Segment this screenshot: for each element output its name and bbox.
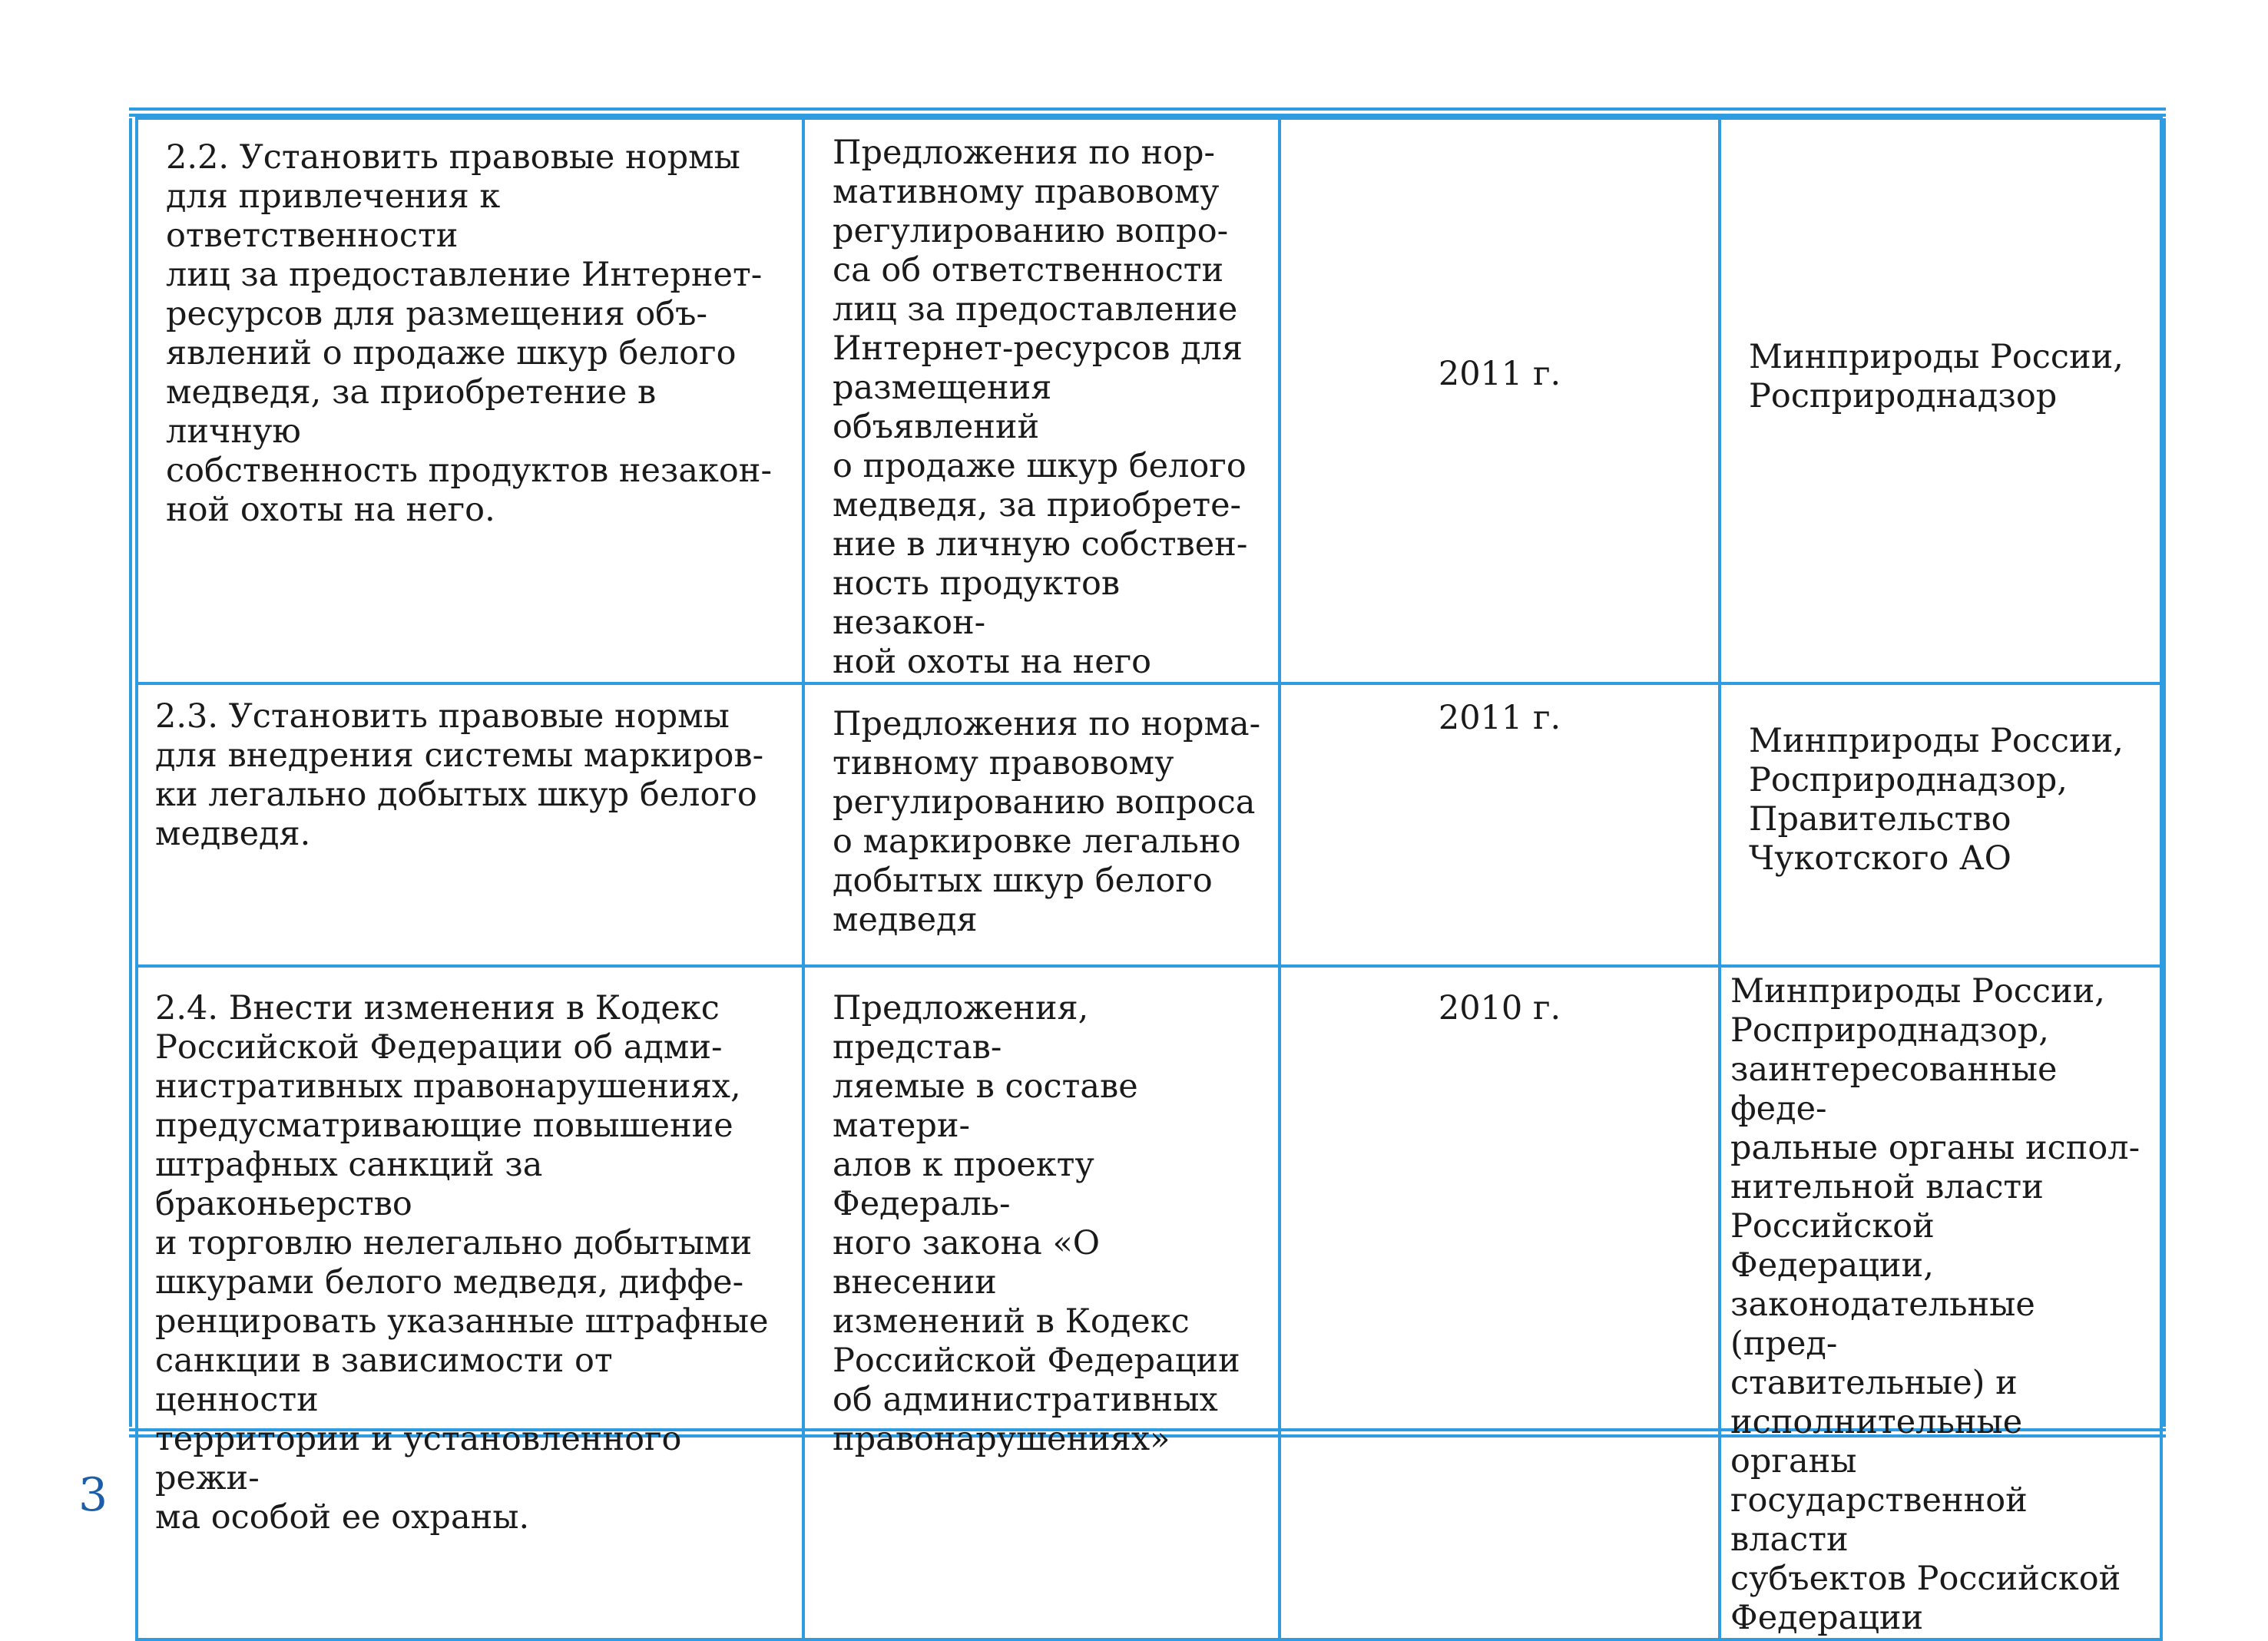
deadline-text: 2011 г. xyxy=(1438,355,1561,393)
responsible-cell xyxy=(1720,118,2161,683)
table-row xyxy=(137,966,2161,1639)
deadline-cell xyxy=(1280,966,1720,1639)
result-cell xyxy=(803,966,1280,1639)
deadline-cell xyxy=(1280,118,1720,683)
responsible-text: Минприроды России, Росприроднадзор, Правительство Чукотского АО xyxy=(1749,722,2124,878)
measures-table xyxy=(135,117,2163,1641)
result-cell xyxy=(803,683,1280,966)
table-row xyxy=(137,118,2161,683)
result-text: Предложения по нор- мативному правовому регулированию вопро- са об ответственности лиц за предоставление Интернет-ресурсов для размещения объявлений о продаже шкур белого медведя, за приобрете- ние в личную собствен- ность продуктов незакон- ной охоты на него xyxy=(833,134,1248,681)
deadline-cell xyxy=(1280,683,1720,966)
responsible-cell xyxy=(1720,683,2161,966)
responsible-cell xyxy=(1720,966,2161,1639)
deadline-text: 2011 г. xyxy=(1438,699,1561,737)
measure-text: 2.4. Внести изменения в Кодекс Российской Федерации об адми- нистративных правонарушениях, предусматривающие повышение штрафных санкций за браконьерство и торговлю нелегально добытыми шкурами белого медведя, диффе- ренцировать указанные штрафные санкции в зависимости от ценности территории и установленного режи- ма особой ее охраны. xyxy=(155,989,769,1537)
measure-cell xyxy=(137,683,803,966)
result-text: Предложения по норма- тивному правовому регулированию вопроса о маркировке легально добытых шкур белого медведя xyxy=(833,705,1261,939)
measure-cell xyxy=(137,966,803,1639)
deadline-text: 2010 г. xyxy=(1438,989,1561,1027)
measure-cell xyxy=(137,118,803,683)
right-double-rule xyxy=(2163,118,2166,1427)
result-cell xyxy=(803,118,1280,683)
responsible-text: Минприроды России, Росприроднадзор xyxy=(1749,338,2124,415)
top-double-rule-outer xyxy=(129,108,2166,111)
page-number: 3 xyxy=(78,1468,108,1522)
left-double-rule xyxy=(129,118,132,1427)
measure-text: 2.3. Установить правовые нормы для внедрения системы маркиров- ки легально добытых шкур белого медведя. xyxy=(155,697,764,853)
responsible-text: Минприроды России, Росприроднадзор, заинтересованные феде- ральные органы испол- нительной власти Российской Федерации, законодательные (пред- ставительные) и исполнительные органы государственной власти субъектов Российской Федерации xyxy=(1730,972,2141,1637)
table-frame xyxy=(129,108,2166,1637)
table-row xyxy=(137,683,2161,966)
measure-text: 2.2. Установить правовые нормы для привлечения к ответственности лиц за предоставление Интернет- ресурсов для размещения объ- явлений о продаже шкур белого медведя, за приобретение в личную собственность продуктов незакон- ной охоты на него. xyxy=(166,138,772,529)
result-text: Предложения, представ- ляемые в составе матери- алов к проекту Федераль- ного закона «О внесении изменений в Кодекс Российской Федерации об административных правонарушениях» xyxy=(833,989,1240,1458)
